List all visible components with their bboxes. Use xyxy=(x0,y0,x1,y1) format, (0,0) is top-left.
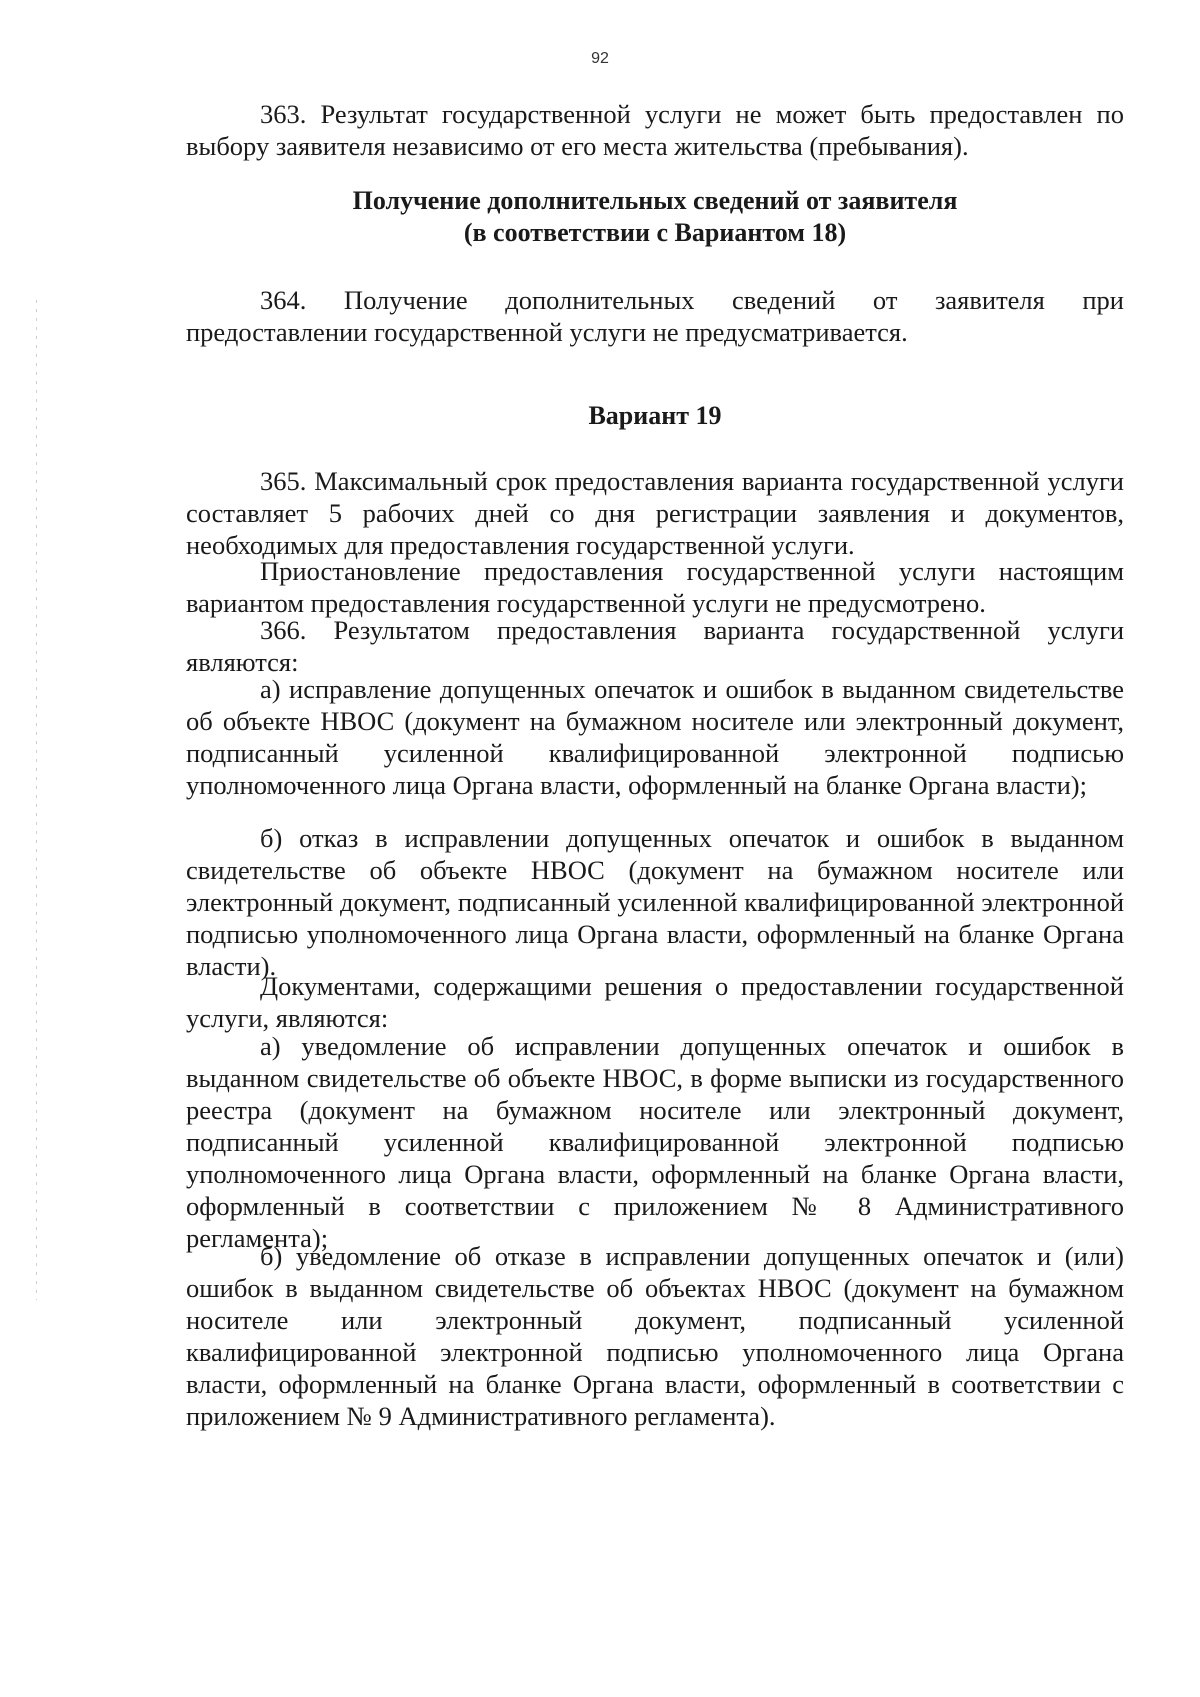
section-heading-additional-info xyxy=(186,185,1124,249)
variant-heading: Вариант 19 xyxy=(588,401,722,430)
paragraph-366: 366. Результатом предоставления варианта государственной услуги являются: xyxy=(186,615,1124,677)
section-heading-line-1: Получение дополнительных сведений от заявителя xyxy=(352,186,958,215)
section-heading-line-2: (в соответствии с Вариантом 18) xyxy=(463,218,847,247)
paragraph-366-b: б) отказ в исправлении допущенных опечаток и ошибок в выданном свидетельстве об объекте НВОС (документ на бумажном носителе или электронный документ, подписанный усиленной квалифицированной электронной подписью уполномоченного лица Органа власти, оформленный на бланке Органа власти). xyxy=(186,823,1124,981)
paragraph-documents-b: б) уведомление об отказе в исправлении допущенных опечаток и (или) ошибок в выданном свидетельстве об объектах НВОС (документ на бумажном носителе или электронный документ, подписанный усиленной квалифицированной электронной подписью уполномоченного лица Органа власти, оформленный на бланке Органа власти, оформленный в соответствии с приложением № 9 Административного регламента). xyxy=(186,1241,1124,1431)
paragraph-366-a: а) исправление допущенных опечаток и ошибок в выданном свидетельстве об объекте НВОС (документ на бумажном носителе или электронный документ, подписанный усиленной квалифицированной электронной подписью уполномоченного лица Органа власти, оформленный на бланке Органа власти); xyxy=(186,674,1124,800)
paragraph-365: 365. Максимальный срок предоставления варианта государственной услуги составляет 5 рабочих дней со дня регистрации заявления и документов, необходимых для предоставления государственной услуги. xyxy=(186,466,1124,560)
scan-margin-artifact xyxy=(36,300,37,1300)
paragraph-364: 364. Получение дополнительных сведений от заявителя при предоставлении государственной услуги не предусматривается. xyxy=(186,285,1124,347)
paragraph-suspension: Приостановление предоставления государственной услуги настоящим вариантом предоставления государственной услуги не предусмотрено. xyxy=(186,556,1124,618)
paragraph-363: 363. Результат государственной услуги не может быть предоставлен по выбору заявителя независимо от его места жительства (пребывания). xyxy=(186,99,1124,161)
paragraph-documents: Документами, содержащими решения о предоставлении государственной услуги, являются: xyxy=(186,971,1124,1033)
page-number: 92 xyxy=(591,50,609,67)
paragraph-documents-a: а) уведомление об исправлении допущенных опечаток и ошибок в выданном свидетельстве об объекте НВОС, в форме выписки из государственного реестра (документ на бумажном носителе или электронный документ, подписанный усиленной квалифицированной электронной подписью уполномоченного лица Органа власти, оформленный на бланке Органа власти, оформленный в соответствии с приложением № 8 Административного регламента); xyxy=(186,1031,1124,1253)
